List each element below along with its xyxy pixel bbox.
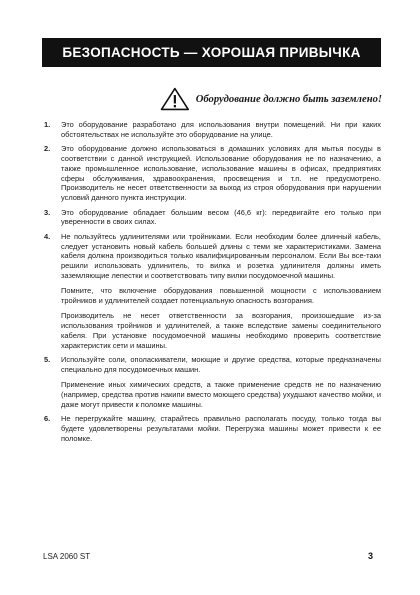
item-paragraph: Это оборудование разработано для использования внутри помещений. Ни при каких обстоятельствах не используйте это оборудование на улице. bbox=[61, 120, 381, 139]
item-number: 2. bbox=[44, 144, 51, 154]
item-paragraph: Применение иных химических средств, а также применение средств не по назначению (например, средства против накипи вместо моющего средства) ухудшают качество мойки, и даже могут привести к поломке машины. bbox=[61, 380, 381, 409]
list-item bbox=[44, 144, 381, 203]
item-number: 6. bbox=[44, 414, 51, 424]
list-item bbox=[44, 414, 381, 443]
list-item bbox=[44, 232, 381, 351]
safety-list bbox=[44, 120, 381, 448]
item-paragraph: Используйте соли, ополаскиватели, моющие и другие средства, которые предназначены специально для посудомоечных машин. bbox=[61, 355, 381, 374]
item-paragraph: Это оборудование должно использоваться в домашних условиях для мытья посуды в соответствии с данной инструкцией. Использование оборудования не по назначению, а также промышленное использование, использование машины в офисах, предприятиях сферы обслуживания, здравоохранения, просвещения и т.п. не предусмотрено. Производитель не несет ответственности за выход из строя оборудования при нарушении условий данного пункта инструкции. bbox=[61, 144, 381, 203]
item-number: 3. bbox=[44, 207, 51, 217]
page-number: 3 bbox=[368, 551, 374, 561]
item-paragraph: Не пользуйтесь удлинителями или тройниками. Если необходим более длинный кабель, следует установить новый кабель большей длины с теми же характеристиками. Замена кабеля должна производиться только квалифицированным персоналом. Если Вы все-таки решили использовать удлинитель, то вилка и розетка удлинителя должны иметь заземляющие лепестки и соответствовать типу вилки посудомоечной машины. bbox=[61, 231, 381, 280]
list-item bbox=[44, 355, 381, 409]
warning-text: Оборудование должно быть заземлено! bbox=[195, 93, 382, 105]
item-paragraph: Не перегружайте машину, старайтесь правильно располагать посуду, только тогда вы будете удовлетворены результатами мойки. Перегрузка машины может привести к ее поломке. bbox=[61, 414, 381, 443]
page-title bbox=[42, 38, 381, 67]
item-number: 4. bbox=[44, 231, 51, 241]
list-item bbox=[44, 208, 381, 228]
item-paragraph: Помните, что включение оборудования повышенной мощности с использованием тройников и удлинителей создает потенциальную опасность возгорания. bbox=[61, 286, 381, 306]
item-number: 1. bbox=[44, 120, 51, 129]
model-number: LSA 2060 ST bbox=[43, 552, 91, 561]
item-paragraph: Производитель не несет ответственности за возгорания, произошедшие из-за использования тройников и удлинителей, а также вследствие замены соединительного кабеля. При установке посудомоечной машины необходимо проверить соответствие характеристик сети и машины. bbox=[61, 311, 381, 350]
page-title-text: БЕЗОПАСНОСТЬ — ХОРОШАЯ ПРИВЫЧКА bbox=[62, 45, 361, 60]
item-number: 5. bbox=[44, 355, 51, 365]
list-item bbox=[44, 120, 381, 140]
grounding-warning bbox=[160, 86, 382, 112]
item-paragraph: Это оборудование обладает большим весом (46,6 кг): передвигайте его только при уверенности в своих силах. bbox=[61, 207, 381, 227]
warning-triangle-icon bbox=[160, 87, 190, 111]
